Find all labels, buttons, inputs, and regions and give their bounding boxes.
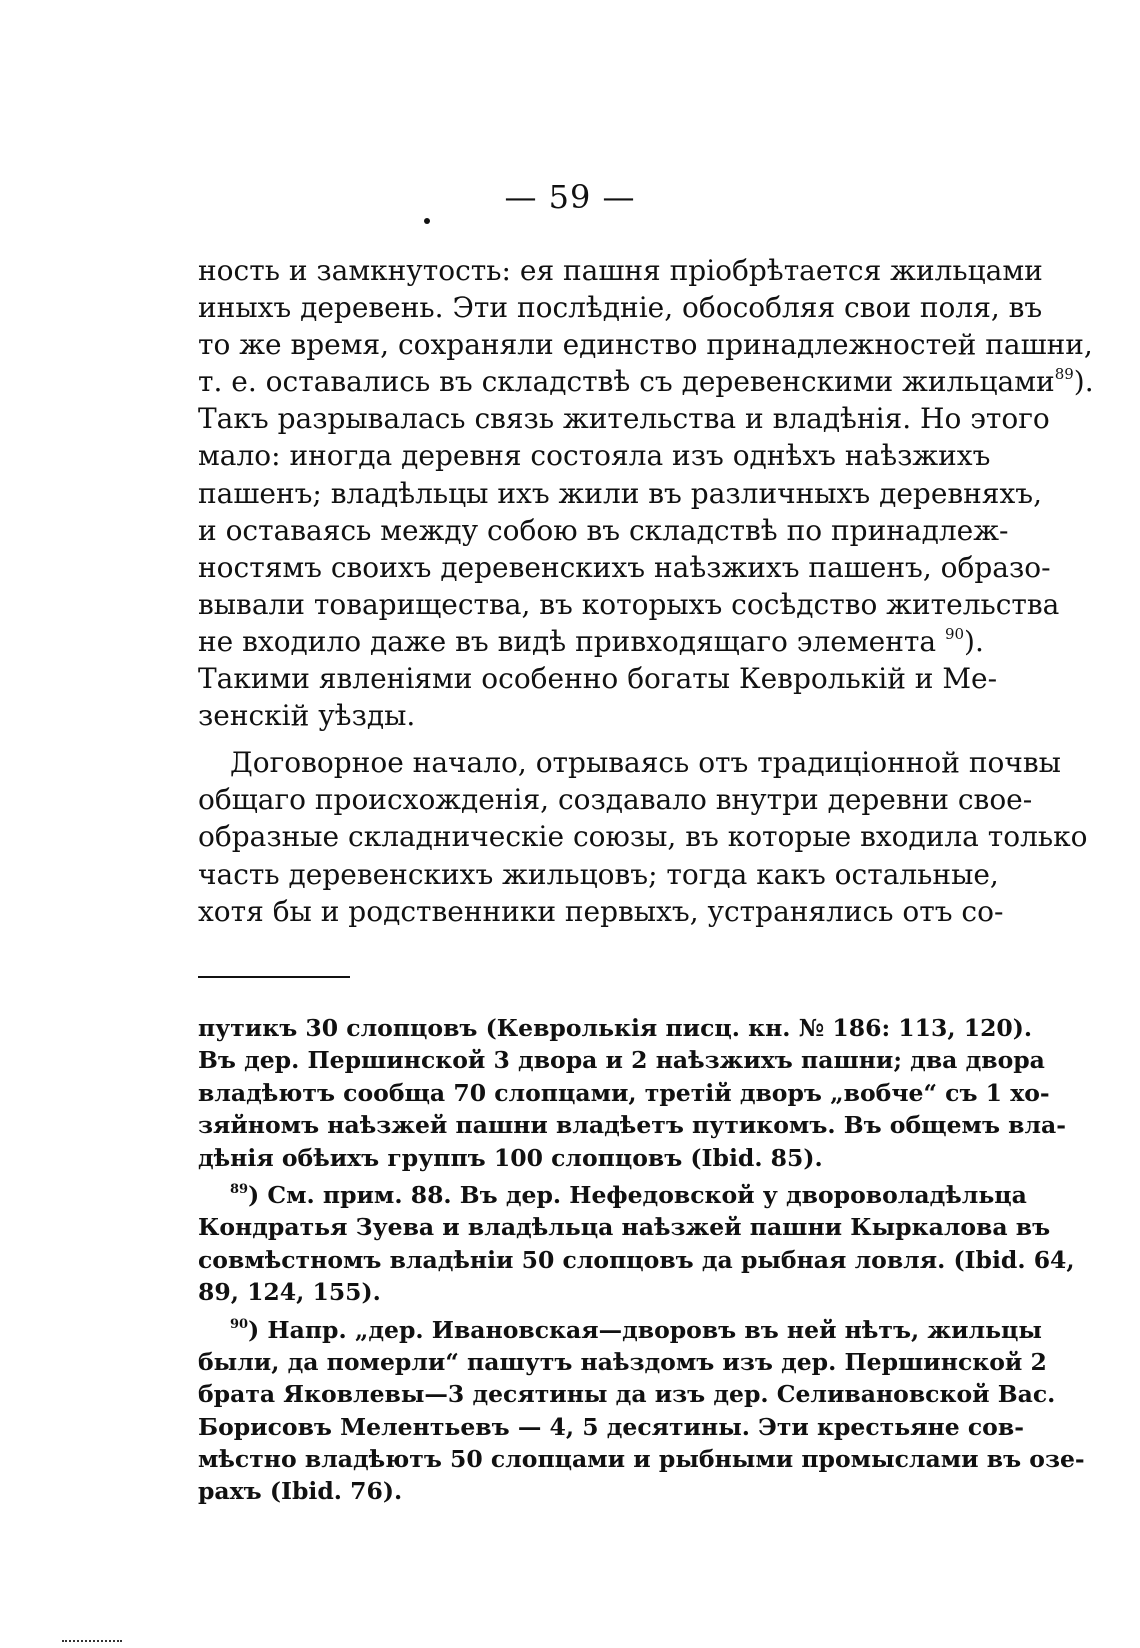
text-line: и оставаясь между собою въ складствѣ по принадлеж- [198, 513, 1009, 547]
text-line: ностямъ своихъ деревенскихъ наѣзжихъ пашенъ, образо- [198, 550, 1051, 584]
text-line: мало: иногда деревня состояла изъ однѣхъ наѣзжихъ [198, 439, 991, 473]
footnote-89 [198, 1179, 1075, 1309]
footnote-marker-90: 90 [230, 1316, 249, 1332]
text-line: хотя бы и родственники первыхъ, устранялись отъ со- [198, 894, 1004, 928]
text-line [198, 363, 1094, 400]
text-line: пашенъ; владѣльцы ихъ жили въ различныхъ деревняхъ, [198, 476, 1042, 510]
footnote-separator [198, 976, 350, 978]
footnote-line: совмѣстномъ владѣніи 50 слопцовъ да рыбная ловля. (Ibid. 64, [198, 1245, 1075, 1274]
footnote-line: дѣнія обѣихъ группъ 100 слопцовъ (Ibid. 85). [198, 1143, 823, 1172]
footnote-line: зяйномъ наѣзжей пашни владѣетъ путикомъ. Въ общемъ вла- [198, 1111, 1067, 1140]
footnote-ref-89[interactable]: 89 [1054, 365, 1074, 384]
text-line: образные складническіе союзы, въ которые входила только [198, 820, 1088, 854]
scan-edge-mark [62, 1640, 122, 1644]
line-tail: ). [964, 624, 984, 658]
paragraph-1 [198, 252, 1094, 734]
footnote-ref-90[interactable]: 90 [944, 624, 965, 643]
line-text: ) Напр. „дер. Ивановская—дворовъ въ ней нѣтъ, жильцы [248, 1315, 1042, 1344]
footnote-line: Борисовъ Мелентьевъ — 4, 5 десятины. Эти крестьяне сов- [198, 1412, 1024, 1441]
line-tail: ). [1073, 365, 1094, 399]
text-line: вывали товарищества, въ которыхъ сосѣдство жительства [198, 587, 1060, 621]
text-line: часть деревенскихъ жильцовъ; тогда какъ остальные, [198, 857, 999, 891]
page-number: — 59 — [504, 178, 636, 216]
print-speck [424, 218, 430, 224]
footnote-line: брата Яковлевы—3 десятины да изъ дер. Селивановской Вас. [198, 1380, 1056, 1409]
footnote-line: Кондратья Зуева и владѣльца наѣзжей пашни Кыркалова въ [198, 1213, 1051, 1242]
text-line: Такими явленіями особенно богаты Кевролькій и Ме- [198, 662, 998, 696]
footnote-continuation [198, 1012, 1067, 1174]
line-text: не входило даже въ видѣ привходящаго элемента [198, 624, 937, 658]
text-line: общаго происхожденія, создавало внутри деревни свое- [198, 783, 1033, 817]
footnote-line: были, да померли“ пашутъ наѣздомъ изъ дер. Першинской 2 [198, 1347, 1047, 1376]
footnote-line: путикъ 30 слопцовъ (Кевролькія писц. кн. № 186: 113, 120). [198, 1014, 1033, 1042]
footnotes [198, 1012, 1085, 1508]
footnote-line: 89, 124, 155). [198, 1278, 381, 1307]
line-text: т. е. оставались въ складствѣ съ деревенскими жильцами [198, 365, 1055, 399]
text-line: иныхъ деревень. Эти послѣдніе, обособляя свои поля, въ [198, 291, 1043, 325]
text-line: Договорное начало, отрываясь отъ традиціонной почвы [230, 746, 1061, 780]
footnote-90 [198, 1314, 1085, 1508]
footnote-line [198, 1179, 1027, 1211]
footnote-line: Въ дер. Першинской 3 двора и 2 наѣзжихъ пашни; два двора [198, 1046, 1045, 1075]
footnote-line [198, 1314, 1042, 1346]
text-line [198, 623, 984, 660]
footnote-line: рахъ (Ibid. 76). [198, 1477, 403, 1506]
main-text [198, 252, 1094, 930]
paragraph-2 [198, 744, 1088, 929]
footnote-line: мѣстно владѣютъ 50 слопцами и рыбными промыслами въ озе- [198, 1445, 1085, 1474]
paragraph-gap [198, 734, 972, 744]
line-text: ) См. прим. 88. Въ дер. Нефедовской у двороволадѣльца [248, 1180, 1027, 1209]
text-line: то же время, сохраняли единство принадлежностей пашни, [198, 328, 1093, 362]
footnote-marker-89: 89 [230, 1181, 249, 1197]
text-line: ность и замкнутость: ея пашня пріобрѣтается жильцами [198, 254, 1043, 287]
text-line: Такъ разрывалась связь жительства и владѣнія. Но этого [198, 402, 1050, 436]
text-line: зенскій уѣзды. [198, 699, 416, 733]
footnote-line: владѣютъ сообща 70 слопцами, третій дворъ „вобче“ съ 1 хо- [198, 1078, 1050, 1107]
